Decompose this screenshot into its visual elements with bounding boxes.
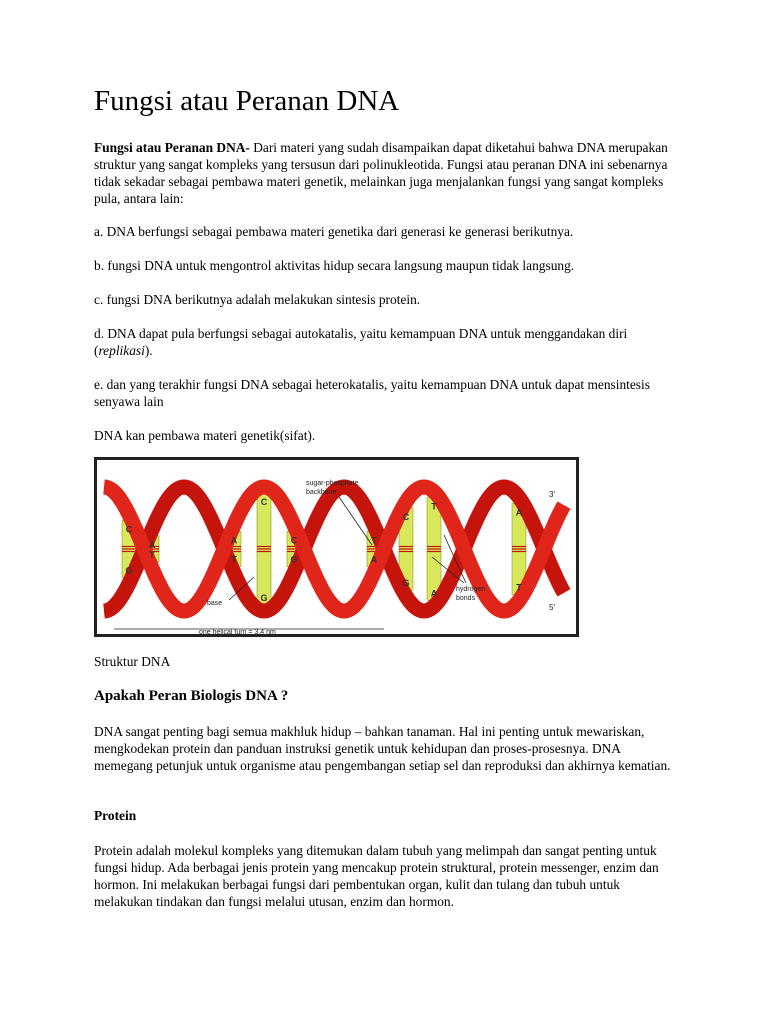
label-hydrogen-1: hydrogen [456, 586, 486, 593]
label-base: base [207, 600, 223, 607]
base-letter: G [290, 554, 298, 565]
base-letter: T [371, 535, 377, 546]
protein-paragraph: Protein adalah molekul kompleks yang ditemukan dalam tubuh yang melimpah dan sangat penting untuk fungsi hidup. Ada berbagai jenis protein yang mencakup protein struktural, protein messenger, enzim dan hormon. Ini melakukan berbagai fungsi dari pembentukan organ, kulit dan tulang dan tubuh untuk melakukan tindakan dan fungsi melalui utusan, enzim dan hormon. [94, 843, 659, 909]
list-item-d-italic: replikasi [98, 343, 145, 358]
section-heading: Apakah Peran Biologis DNA ? [94, 688, 289, 704]
label-backbone-2: backbone [306, 489, 337, 496]
base-letter: T [431, 501, 437, 512]
intro-paragraph [94, 139, 679, 207]
base-letter: C [290, 535, 298, 546]
list-item-c: c. fungsi DNA berikutnya adalah melakukan sintesis protein. [94, 292, 421, 307]
label-hydrogen-2: bonds [456, 595, 476, 602]
base-letter: A [515, 507, 523, 518]
base-letter: A [230, 535, 238, 546]
base-letter: A [148, 539, 156, 550]
list-item-a: a. DNA berfungsi sebagai pembawa materi genetika dari generasi ke generasi berikutnya. [94, 224, 574, 239]
base-letter: T [516, 582, 522, 593]
intro-text: Dari materi yang sudah disampaikan dapat diketahui bahwa DNA merupakan struktur yang sangat kompleks yang tersusun dari polinukleotida. Fungsi atau peranan DNA ini sebenarnya tidak sekadar sebagai pembawa materi genetik, melainkan juga menjalankan fungsi yang sangat kompleks pula, antara lain: [94, 140, 668, 206]
base-letter: T [149, 550, 155, 561]
label-5-prime: 5' [549, 603, 555, 612]
base-letter: G [260, 593, 268, 603]
list-item-d-end: ). [144, 343, 153, 358]
base-letter: G [125, 565, 133, 576]
list-item-d [94, 325, 679, 359]
figure-caption: Struktur DNA [94, 654, 171, 669]
summary-line: DNA kan pembawa materi genetik(sifat). [94, 428, 316, 443]
base-letter: T [231, 554, 237, 565]
base-letter: C [260, 497, 268, 507]
list-item-d-text: d. DNA dapat pula berfungsi sebagai autokatalis, yaitu kemampuan DNA untuk menggandakan diri ( [94, 326, 628, 358]
label-3-prime: 3' [549, 490, 555, 499]
intro-lead: Fungsi atau Peranan DNA- [94, 140, 250, 155]
list-item-e: e. dan yang terakhir fungsi DNA sebagai heterokatalis, yaitu kemampuan DNA untuk dapat mensintesis senyawa lain [94, 377, 650, 409]
base-letter: G [402, 578, 410, 589]
dna-structure-figure [94, 457, 579, 637]
label-backbone-1: sugar-phosphate [306, 480, 359, 487]
base-letter: A [430, 588, 438, 599]
label-helical-turn: one helical turn = 3.4 nm [199, 629, 276, 636]
base-letter: C [402, 511, 410, 522]
base-letter: C [125, 524, 133, 535]
list-item-b: b. fungsi DNA untuk mengontrol aktivitas hidup secara langsung maupun tidak langsung. [94, 258, 575, 273]
page-title: Fungsi atau Peranan DNA [94, 85, 400, 117]
protein-heading: Protein [94, 808, 137, 823]
base-letter: A [370, 554, 378, 565]
section-paragraph: DNA sangat penting bagi semua makhluk hidup – bahkan tanaman. Hal ini penting untuk mewariskan, mengkodekan protein dan panduan instruksi genetik untuk kehidupan dan proses-prosesnya. DNA memegang petunjuk untuk organisme atau pengembangan setiap sel dan reproduksi dan akhirnya kematian. [94, 724, 671, 773]
